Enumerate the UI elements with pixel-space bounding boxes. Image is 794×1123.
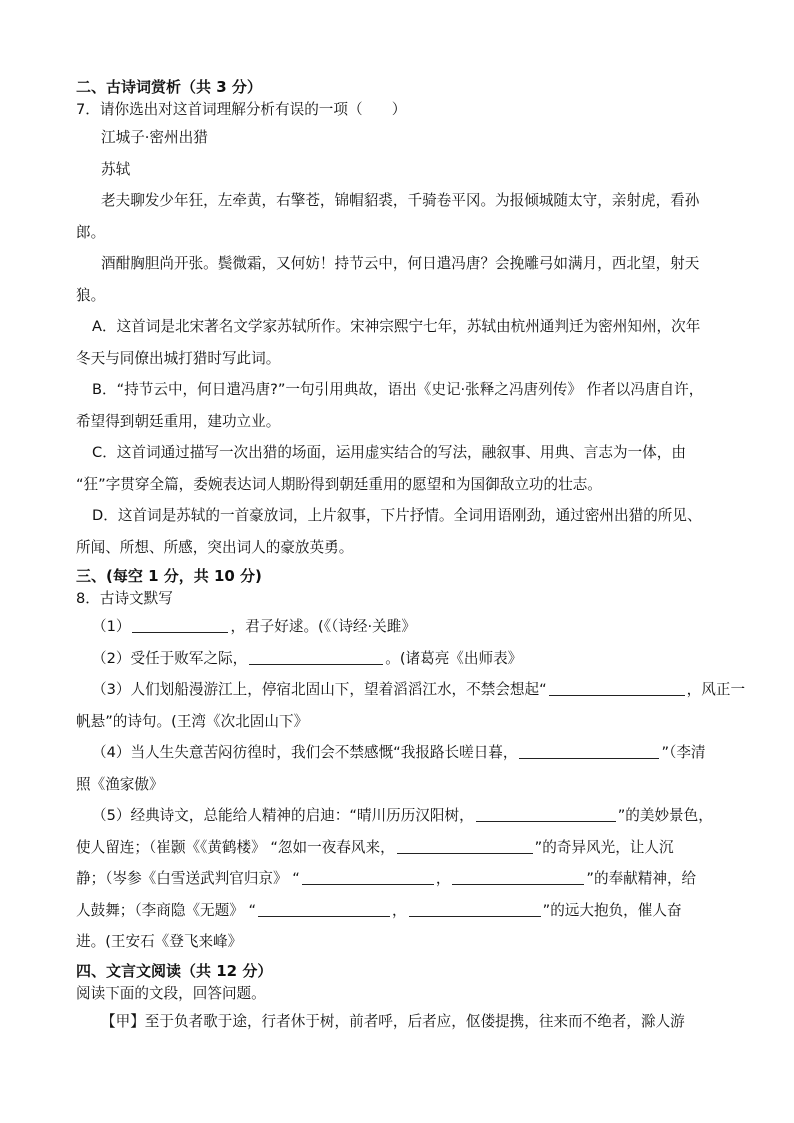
option-d-line-1: D．这首词是苏轼的一首豪放词，上片叙事，下片抒情。全词用语刚劲，通过密州出猎的所见、: [92, 507, 702, 524]
poem-title: 江城子·密州出猎: [101, 129, 208, 146]
poem-stanza-2-line-2: 狼。: [76, 286, 106, 304]
fill-item-3-line-2: 帆悬”的诗句。(王湾《次北固山下》: [76, 712, 309, 730]
option-c-line-2: “狂”字贯穿全篇，委婉表达词人期盼得到朝廷重用的愿望和为国御敌立功的壮志。: [76, 475, 602, 493]
fill-item-5-line-2: 使人留连；（崔颢《《黄鹤楼》 “忽如一夜春风来， ”的奇异风光，让人沉: [76, 838, 674, 856]
answer-blank-7[interactable]: [302, 869, 434, 885]
poem-author: 苏轼: [101, 160, 131, 178]
fill-item-5-line-1: （5）经典诗文，总能给人精神的启迪：“晴川历历汉阳树， ”的美妙景色，: [92, 807, 713, 824]
fill-item-2: （2）受任于败军之际， 。(诸葛亮《出师表》: [92, 649, 523, 667]
option-d-line-2: 所闻、所想、所感，突出词人的豪放英勇。: [76, 538, 354, 556]
option-a-line-1: A．这首词是北宋著名文学家苏轼所作。宋神宗熙宁七年，苏轼由杭州通判迁为密州知州，次年: [92, 318, 701, 335]
answer-blank-5[interactable]: [476, 806, 616, 822]
answer-blank-4[interactable]: [519, 743, 659, 759]
option-b-line-2: 希望得到朝廷重用，建功立业。: [76, 412, 281, 430]
poem-stanza-2-line-1: 酒酣胸胆尚开张。鬓微霜，又何妨！持节云中，何日遣冯唐？会挽雕弓如满月，西北望，射天: [101, 255, 700, 272]
page-content: [76, 74, 746, 1037]
answer-blank-1[interactable]: [132, 617, 228, 633]
fill-item-3: （3）人们划船漫游江上，停宿北固山下，望着滔滔江水，不禁会想起“ ，风正一: [92, 681, 746, 698]
question-8: 8．古诗文默写: [76, 590, 173, 607]
fill-item-5-line-3: 静；（岑参《白雪送武判官归京》 “ ， ”的奉献精神，给: [76, 870, 697, 887]
section-heading-poetry: 二、古诗词赏析（共 3 分）: [76, 78, 262, 96]
answer-blank-2[interactable]: [249, 649, 383, 665]
answer-blank-10[interactable]: [409, 901, 541, 917]
fill-item-1: （1） ，君子好逑。(《（诗经·关雎》: [92, 618, 416, 635]
answer-blank-3[interactable]: [549, 680, 685, 696]
poem-stanza-1-line-2: 郎。: [76, 223, 106, 241]
poem-stanza-1-line-1: 老夫聊发少年狂，左牵黄，右擎苍，锦帽貂裘，千骑卷平冈。为报倾城随太守，亲射虎，看孙: [101, 192, 700, 209]
section-heading-classical-reading: 四、文言文阅读（共 12 分）: [76, 961, 273, 980]
option-c-line-1: C．这首词通过描写一次出猎的场面，运用虚实结合的写法，融叙事、用典、言志为一体，由: [92, 444, 686, 461]
answer-blank-9[interactable]: [258, 901, 390, 917]
answer-blank-8[interactable]: [452, 869, 584, 885]
fill-item-4: （4）当人生失意苦闷彷徨时，我们会不禁感慨“我报路长嗟日暮， ”（李清: [92, 744, 706, 761]
option-a-line-2: 冬天与同僚出城打猎时写此词。: [76, 349, 281, 367]
reading-instruction: 阅读下面的文段，回答问题。: [76, 984, 266, 1002]
section-heading-recitation: 三、(每空 1 分，共 10 分): [76, 567, 262, 585]
passage-jia-line-1: 【甲】至于负者歌于途，行者休于树，前者呼，后者应，伛偻提携，往来而不绝者，滁人游: [101, 1012, 685, 1030]
fill-item-4-line-2: 照《渔家傲》: [76, 775, 164, 793]
fill-item-5-line-5: 进。(王安石《登飞来峰》: [76, 933, 243, 950]
fill-item-5-line-4: 人鼓舞；（李商隐《无题》 “ ， ”的远大抱负，催人奋: [76, 901, 682, 919]
question-7: 7．请你选出对这首词理解分析有误的一项（ ）: [76, 101, 407, 118]
option-b-line-1: B．“持节云中，何日遣冯唐?”一句引用典故，语出《史记·张释之冯唐列传》 作者以冯唐自许，: [92, 381, 704, 398]
answer-blank-6[interactable]: [397, 838, 533, 854]
